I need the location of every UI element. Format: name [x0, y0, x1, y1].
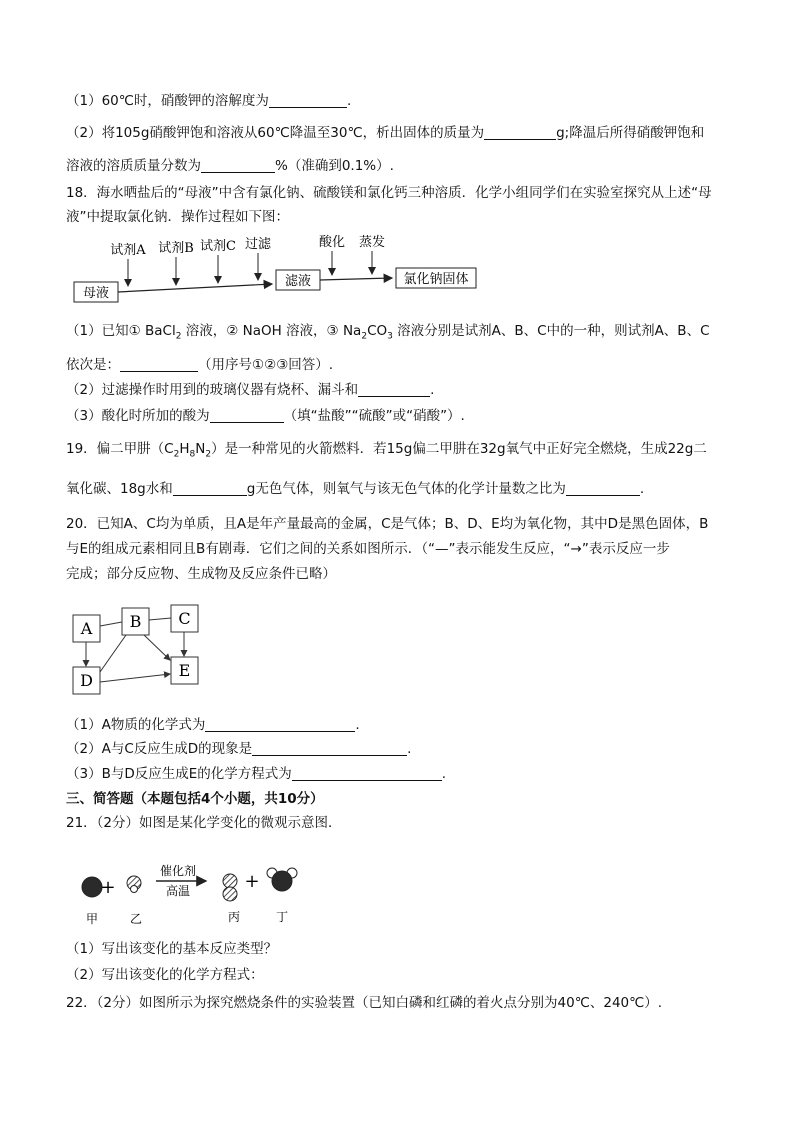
q20-part2: （2）A与C反应生成D的现象是 . [66, 741, 412, 757]
flow-filtrate-label: 滤液 [284, 274, 312, 289]
answer-blank[interactable] [358, 382, 430, 397]
flow-filter: 过滤 [244, 237, 272, 252]
label-jia: 甲 [85, 912, 99, 926]
molecule-ding [267, 868, 297, 891]
q18-stem-line1: 18．海水晒盐后的“母液”中含有氯化钠、硫酸镁和氯化钙三种溶质．化学小组同学们在实验室探究从上述“母 [66, 185, 712, 201]
q18-stem-line2: 液”中提取氯化钠．操作过程如下图： [66, 209, 289, 225]
flow-product-label: 氯化钠固体 [403, 272, 469, 287]
answer-blank[interactable] [269, 93, 347, 108]
answer-blank[interactable] [120, 357, 198, 372]
answer-blank[interactable] [252, 741, 407, 756]
answer-blank[interactable] [210, 408, 284, 423]
q18-flow-diagram [66, 232, 486, 308]
q19-line2: 氧化碳、18g水和 g无色气体，则氧气与该无色气体的化学计量数之比为 . [66, 481, 645, 497]
q21-part2: （2）写出该变化的化学方程式： [66, 967, 264, 983]
q20-part1: （1）A物质的化学式为 . [66, 717, 360, 733]
flow-main-arrow-1 [118, 284, 272, 292]
plus-sign-1: + [100, 877, 116, 898]
q20-line1: 20．已知A、C均为单质，且A是年产量最高的金属，C是气体；B、D、E均为氧化物，其中D是黑色固体，B [66, 516, 709, 532]
node-a-label: A [80, 619, 93, 638]
q18-part2: （2）过滤操作时用到的玻璃仪器有烧杯、漏斗和 . [66, 382, 435, 398]
edge-b-c [149, 618, 171, 620]
q21-part1: （1）写出该变化的基本反应类型？ [66, 941, 278, 957]
plus-sign-2: + [244, 871, 260, 892]
q20-part3: （3）B与D反应生成E的化学方程式为 . [66, 766, 447, 782]
q18-part3: （3）酸化时所加的酸为 （填“盐酸”“硫酸”或“硝酸”）. [66, 408, 465, 424]
flow-main-arrow-2 [320, 278, 392, 280]
q20-relation-diagram [66, 600, 216, 700]
q21-stem: 21．（2分）如图是某化学变化的微观示意图． [66, 815, 342, 831]
node-e-label: E [178, 661, 191, 680]
molecule-bing [223, 874, 237, 901]
node-d-label: D [80, 671, 93, 690]
edge-a-b [100, 622, 122, 626]
answer-blank[interactable] [566, 481, 640, 496]
answer-blank[interactable] [201, 158, 275, 173]
node-b-label: B [129, 612, 142, 631]
q17-part2b: 溶液的溶质质量分数为 %（准确到0.1%）. [66, 158, 394, 174]
catalyst-label: 催化剂 [159, 864, 197, 878]
q17-part2: （2）将105g硝酸钾饱和溶液从60℃降温至30℃，析出固体的质量为 g;降温后所得硝酸钾饱和 [66, 125, 705, 141]
edge-d-to-e [100, 674, 170, 682]
flow-reagent-c: 试剂C [200, 239, 236, 254]
node-c-label: C [178, 609, 191, 628]
answer-blank[interactable] [205, 717, 355, 732]
q18-part1b: 依次是： （用序号①②③回答）. [66, 357, 334, 373]
flow-evaporate: 蒸发 [358, 235, 386, 250]
label-yi: 乙 [129, 912, 143, 926]
answer-blank[interactable] [292, 766, 442, 781]
edge-b-to-e [144, 635, 170, 660]
condition-label: 高温 [165, 884, 191, 898]
q17-part1: （1）60℃时，硝酸钾的溶解度为 . [66, 93, 352, 109]
q18-part1: （1）已知① BaCl$_2$ 溶液，② NaOH 溶液，③ $Na_2CO_3$ 溶液分别是试剂A、B、C中的一种，则试剂A、B、C [66, 323, 710, 342]
flow-reagent-b: 试剂B [158, 241, 194, 256]
flow-acidify: 酸化 [318, 235, 346, 250]
q22-stem: 22．（2分）如图所示为探究燃烧条件的实验装置（已知白磷和红磷的着火点分别为40℃、240℃）. [66, 995, 663, 1011]
molecule-jia [82, 877, 102, 897]
flow-reagent-a: 试剂A [110, 243, 146, 258]
label-ding: 丁 [275, 910, 289, 924]
edge-b-d [100, 635, 126, 672]
label-bing: 丙 [227, 910, 241, 924]
flow-start-label: 母液 [82, 286, 110, 301]
molecule-yi [127, 876, 141, 893]
q21-micro-diagram [66, 845, 306, 930]
answer-blank[interactable] [173, 481, 247, 496]
answer-blank[interactable] [484, 125, 556, 140]
q20-line3: 完成；部分反应物、生成物及反应条件已略） [66, 566, 336, 582]
q19-line1: 19．偏二甲肼$(C_2H_8N_2)$是一种常见的火箭燃料．若15g偏二甲肼在32g氧气中正好完全燃烧，生成22g二 [66, 441, 707, 460]
q20-line2: 与E的组成元素相同且B有剧毒．它们之间的关系如图所示．（“—”表示能发生反应，“→”表示反应一步 [66, 541, 670, 557]
section-heading: 三、简答题（本题包括4个小题，共10分） [66, 791, 324, 807]
